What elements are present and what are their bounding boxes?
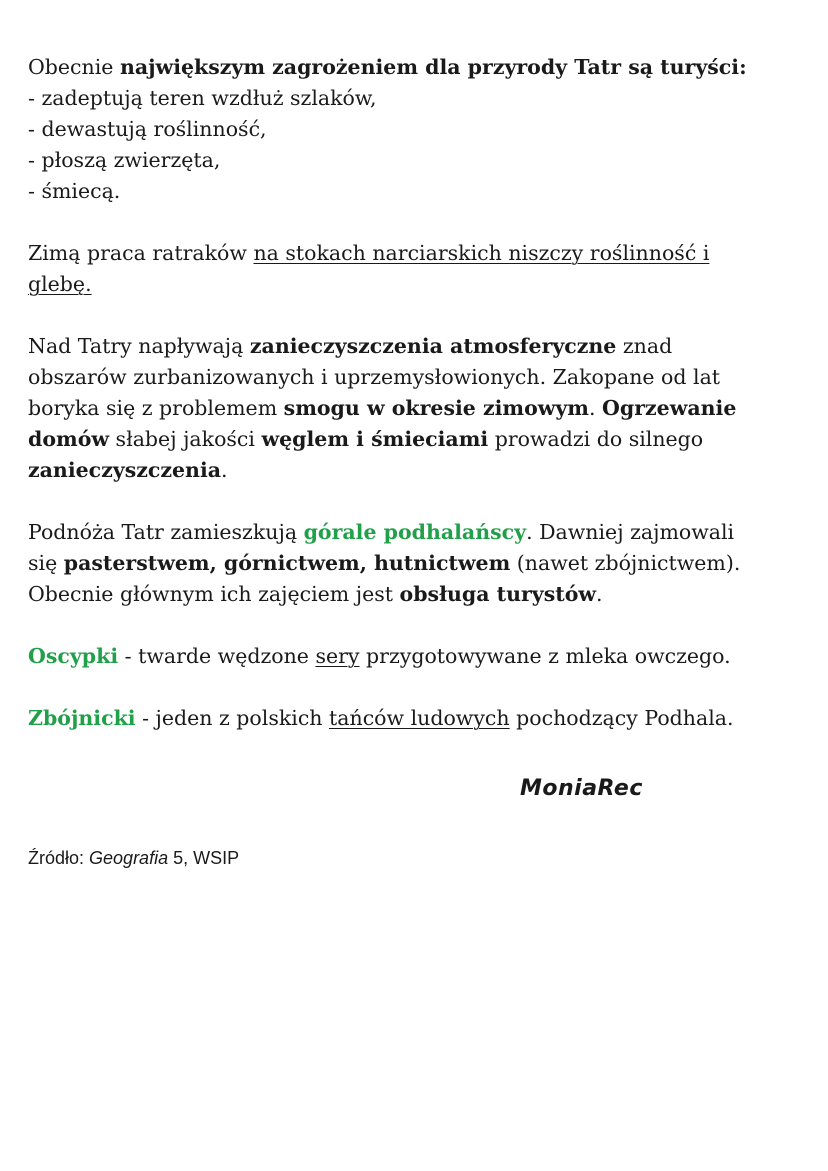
underlined-text: na stokach narciarskich niszczy roślinność i xyxy=(253,241,710,265)
author-signature: MoniaRec xyxy=(520,776,643,801)
list-item: - śmiecą. xyxy=(28,179,121,203)
underlined-text: sery xyxy=(315,644,360,668)
list-item: - zadeptują teren wzdłuż szlaków, xyxy=(28,86,377,110)
underlined-text: tańców ludowych xyxy=(329,706,510,730)
winter-paragraph: Zimą praca ratraków na stokach narciarskich niszczy roślinność i glebę. xyxy=(28,241,710,296)
threats-intro-line: Obecnie największym zagrożeniem dla przyrody Tatr są turyści: xyxy=(28,55,747,79)
oscypki-definition: Oscypki - twarde wędzone sery przygotowywane z mleka owczego. xyxy=(28,644,731,668)
list-item: - płoszą zwierzęta, xyxy=(28,148,221,172)
highlanders-paragraph: Podnóża Tatr zamieszkują górale podhalańscy. Dawniej zajmowali się pasterstwem, górnictwem, hutnictwem (nawet zbójnictwem). Obecnie głównym ich zajęciem jest obsługa turystów. xyxy=(28,520,741,606)
highlanders-term: górale podhalańscy xyxy=(303,520,527,544)
threats-paragraph xyxy=(28,52,808,207)
source-citation: Źródło: Geografia 5, WSIP xyxy=(28,848,240,868)
document-body xyxy=(28,52,808,765)
threats-heading: największym zagrożeniem dla przyrody Tatr są turyści: xyxy=(119,55,747,79)
zbojnicki-definition: Zbójnicki - jeden z polskich tańców ludowych pochodzący Podhala. xyxy=(28,706,734,730)
oscypki-term: Oscypki xyxy=(28,644,119,668)
source-title: Geografia xyxy=(89,848,169,868)
underlined-text: glebę. xyxy=(28,272,92,296)
zbojnicki-term: Zbójnicki xyxy=(28,706,136,730)
list-item: - dewastują roślinność, xyxy=(28,117,267,141)
pollution-paragraph: Nad Tatry napływają zanieczyszczenia atmosferyczne znad obszarów zurbanizowanych i uprzemysłowionych. Zakopane od lat boryka się z problemem smogu w okresie zimowym. Ogrzewanie domów słabej jakości węglem i śmieciami prowadzi do silnego zanieczyszczenia. xyxy=(28,334,737,482)
